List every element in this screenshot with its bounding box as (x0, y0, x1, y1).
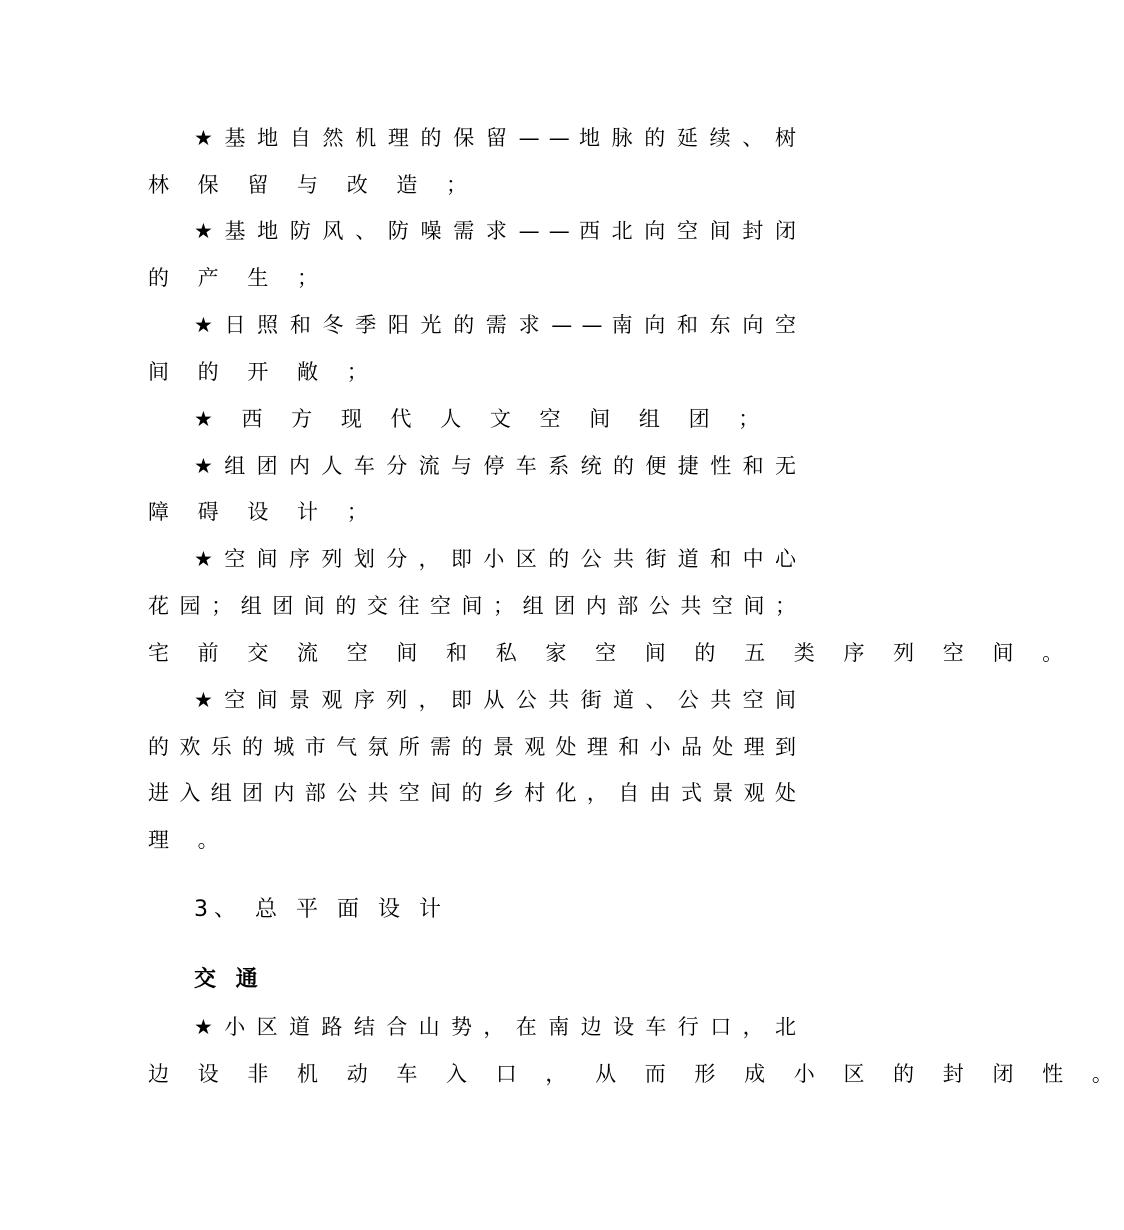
paragraph-7-line-2: 的 欢 乐 的 城 市 气 氛 所 需 的 景 观 处 理 和 小 品 处 理 到 (148, 735, 796, 759)
paragraph-1-line-1: ★ 基 地 自 然 机 理 的 保 留 — — 地 脉 的 延 续 、 树 (194, 126, 796, 150)
paragraph-6-line-2: 花 园 ； 组 团 间 的 交 往 空 间 ； 组 团 内 部 公 共 空 间 ； (148, 594, 796, 618)
subsection-heading: 交 通 (194, 967, 264, 992)
paragraph-2-line-2: 的 产 生 ； (148, 266, 330, 290)
section-heading: 3、 总 平 面 设 计 (194, 897, 447, 922)
traffic-paragraph-line-2: 边 设 非 机 动 车 入 口 ， 从 而 形 成 小 区 的 封 闭 性 。 (148, 1062, 1124, 1086)
paragraph-3-line-2: 间 的 开 敞 ； (148, 360, 379, 384)
paragraph-6-line-3: 宅 前 交 流 空 间 和 私 家 空 间 的 五 类 序 列 空 间 。 (148, 641, 1075, 665)
paragraph-1-line-2: 林 保 留 与 改 造 ； (148, 173, 479, 197)
paragraph-7-line-3: 进 入 组 团 内 部 公 共 空 间 的 乡 村 化 ， 自 由 式 景 观 处 (148, 781, 796, 805)
paragraph-7-line-4: 理 。 (148, 828, 230, 852)
traffic-paragraph-line-1: ★ 小 区 道 路 结 合 山 势 ， 在 南 边 设 车 行 口 ， 北 (194, 1015, 796, 1039)
paragraph-3-line-1: ★ 日 照 和 冬 季 阳 光 的 需 求 — — 南 向 和 东 向 空 (194, 313, 796, 337)
paragraph-6-line-1: ★ 空 间 序 列 划 分 ， 即 小 区 的 公 共 街 道 和 中 心 (194, 547, 796, 571)
paragraph-2-line-1: ★ 基 地 防 风 、 防 噪 需 求 — — 西 北 向 空 间 封 闭 (194, 219, 796, 243)
paragraph-5-line-2: 障 碍 设 计 ； (148, 500, 379, 524)
paragraph-7-line-1: ★ 空 间 景 观 序 列 ， 即 从 公 共 街 道 、 公 共 空 间 (194, 688, 796, 712)
paragraph-4-line-1: ★ 西 方 现 代 人 文 空 间 组 团 ； (194, 407, 771, 431)
paragraph-5-line-1: ★ 组 团 内 人 车 分 流 与 停 车 系 统 的 便 捷 性 和 无 (194, 454, 796, 478)
